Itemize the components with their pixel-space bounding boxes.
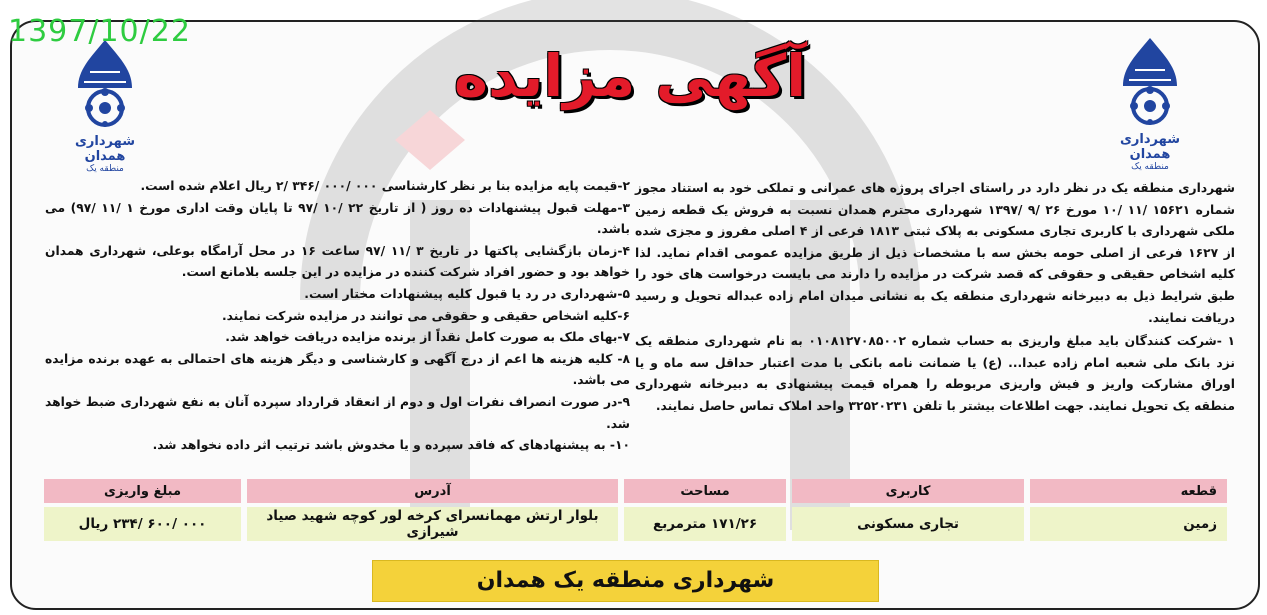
column-header-plot: قطعه — [1030, 479, 1227, 503]
condition-item-6: ۶-کلیه اشخاص حقیقی و حقوقی می توانند در مزایده شرکت نمایند. — [222, 308, 630, 323]
table-row — [44, 507, 1227, 541]
cell-usage: تجاری مسکونی — [792, 507, 1024, 541]
property-table — [38, 475, 1233, 545]
notice-body-right-column — [635, 178, 1235, 418]
municipality-emblem-icon — [1115, 36, 1185, 126]
condition-item-5: ۵-شهرداری در رد یا قبول کلیه پیشنهادات مختار است. — [304, 286, 630, 301]
condition-item-7: ۷-بهای ملک به صورت کامل نقداً از برنده مزایده دریافت خواهد شد. — [225, 330, 630, 345]
municipality-emblem-icon — [70, 38, 140, 128]
logo-sub: منطقه یک — [1131, 162, 1169, 172]
cell-plot: زمین — [1030, 507, 1227, 541]
column-header-address: آدرس — [247, 479, 618, 503]
logo-name: شهرداری همدان — [75, 134, 135, 164]
condition-item-8: ۸- کلیه هزینه ها اعم از درج آگهی و کارشناسی و دیگر هزینه های احتمالی به عهده برنده مزایده می باشد. — [45, 351, 630, 388]
condition-item-9: ۹-در صورت انصراف نفرات اول و دوم از انعقاد قرارداد سپرده آنان به نفع شهرداری ضبط خواهد شد. — [45, 394, 630, 431]
column-header-area: مساحت — [624, 479, 786, 503]
column-header-deposit: مبلغ واریزی — [44, 479, 241, 503]
table-header-row — [44, 479, 1227, 503]
condition-item-1: ۱ -شرکت کنندگان باید مبلغ واریزی به حساب شماره ۰۱۰۸۱۲۷۰۸۵۰۰۲ به نام شهرداری منطقه یک نزد بانک ملی شعبه امام زاده عبدا... (ع) یا ضمانت نامه بانکی با مدت اعتبار حداقل سه ماه و یا اوراق مشارکت واریز و فیش واریزی مربوطه را همراه قیمت پیشنهادی به دبیرخانه شهرداری منطقه یک تحویل نمایند. جهت اطلاعات بیشتر با تلفن ۳۲۵۲۰۲۳۱ واحد املاک تماس حاصل نمایند. — [635, 334, 1235, 413]
notice-body-left-column — [45, 176, 630, 457]
footer-banner: شهرداری منطقه یک همدان — [372, 560, 879, 602]
cell-deposit: ۰۰۰ /۶۰۰ /۲۳۴ ریال — [44, 507, 241, 541]
intro-paragraph: شهرداری منطقه یک در نظر دارد در راستای اجرای پروژه های عمرانی و تملکی خود به استناد مجوز شماره ۱۵۶۲۱ /۱۱ /۱۰ مورخ ۲۶ /۹ /۱۳۹۷ شهرداری محترم همدان نسبت به فروش یک قطعه زمین ملکی شهرداری با کاربری تجاری مسکونی به پلاک ثبتی ۱۸۱۳ فرعی از ۴ اصلی مفروز و مجزی شده از ۱۶۲۷ فرعی از اصلی حومه بخش سه با مشخصات ذیل از طریق مزایده عمومی اقدام نماید. لذا کلیه اشخاص حقیقی و حقوقی که قصد شرکت در مزایده را دارند می بایست درخواست های خود را طبق شرایط ذیل به دبیرخانه شهرداری منطقه یک به نشانی میدان امام زاده عبداله تحویل و رسید دریافت نمایند. — [635, 181, 1235, 325]
logo-sub: منطقه یک — [86, 164, 124, 174]
condition-item-2: ۲-قیمت پایه مزایده بنا بر نظر کارشناسی ۰۰۰ /۰۰۰ /۳۴۶ /۲ ریال اعلام شده است. — [140, 179, 630, 193]
cell-address: بلوار ارتش مهمانسرای کرخه لور کوچه شهید صیاد شیرازی — [247, 507, 618, 541]
condition-item-4: ۴-زمان بازگشایی پاکتها در تاریخ ۳ /۱۱ /۹۷ ساعت ۱۶ در محل آرامگاه بوعلی، شهرداری همدان خواهد بود و حضور افراد شرکت کننده در مزایده در این جلسه بلامانع است. — [45, 243, 630, 280]
notice-title: آگهی مزایده — [453, 42, 807, 110]
date-stamp: 1397/10/22 — [8, 14, 191, 49]
column-header-usage: کاربری — [792, 479, 1024, 503]
hamedan-municipality-logo-left — [55, 38, 155, 174]
condition-item-3: ۳-مهلت قبول پیشنهادات ده روز ( از تاریخ ۲۲ /۱۰ /۹۷ تا پایان وقت اداری مورخ ۱ /۱۱ /۹۷) می باشد. — [45, 200, 630, 237]
logo-name: شهرداری همدان — [1120, 132, 1180, 162]
condition-item-10: ۱۰- به پیشنهادهای که فاقد سپرده و یا مخدوش باشد ترتیب اثر داده نخواهد شد. — [152, 438, 630, 453]
hamedan-municipality-logo-right — [1100, 36, 1200, 172]
cell-area: ۱۷۱/۲۶ مترمربع — [624, 507, 786, 541]
